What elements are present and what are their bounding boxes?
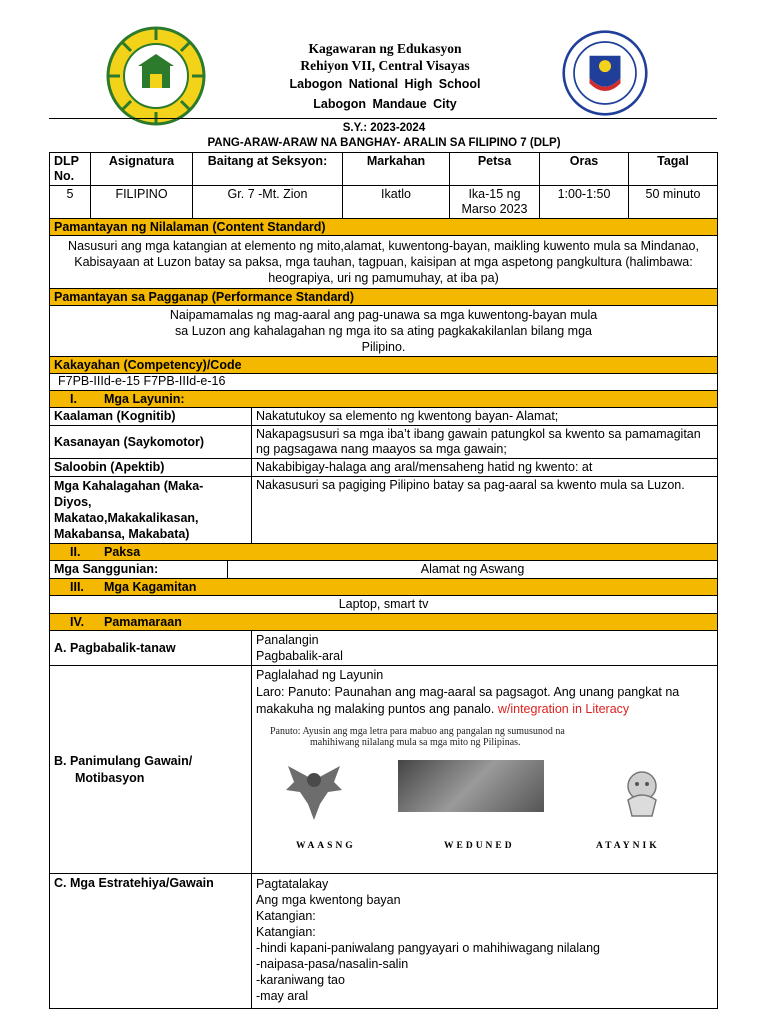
topic-label: Paksa [104,545,141,559]
region-name: Rehiyon VII, Central Visayas [300,58,470,73]
department-name: Kagawaran ng Edukasyon [308,41,462,56]
procedure-b-line2-wrap [256,684,713,718]
procedure-b-line2: Laro: Panuto: Paunahan ang mag-aaral sa pagsagot. Ang unang pangkat na makakuha ng malaking puntos ang panalo. [256,685,680,716]
procedure-c-line-4: Katangian: [256,925,316,939]
school-year: S.Y.: 2023-2024 [342,122,426,134]
procedure-b-label2: Motibasyon [75,770,145,785]
content-standard-label: Pamantayan ng Nilalaman (Content Standard) [50,219,718,236]
value-tagal: 50 minuto [629,186,718,220]
value-asignatura: FILIPINO [91,186,193,220]
performance-standard-cell [50,306,718,357]
creature-photo-icon [398,760,544,812]
header-asignatura: Asignatura [91,153,193,186]
procedure-a-line2: Pagbabalik-aral [256,649,343,663]
header-text-block [240,40,530,114]
header-dlp-no: DLP No. [50,153,91,186]
puzzle-word-1: WAASNG [296,841,356,851]
procedure-b-line1: Paglalahad ng Layunin [256,668,384,682]
objective-row-saykomotor [50,426,718,459]
puzzle-word-2: WEDUNED [444,841,515,851]
procedure-c-content [252,874,718,1009]
literacy-integration-note: w/integration in Literacy [497,702,630,716]
value-oras: 1:00-1:50 [540,186,629,220]
procedure-b-row [50,666,718,874]
objective-label-saykomotor: Kasanayan (Saykomotor) [50,426,252,459]
procedure-band [50,614,718,631]
winged-creature-icon [284,760,344,824]
puzzle-word-3: ATAYNIK [596,841,660,851]
materials-row [50,596,718,614]
competency-label: Kakayahan (Competency)/Code [50,357,718,374]
competency-row [50,374,718,391]
content-standard-band [50,219,718,236]
small-creature-icon [616,766,666,820]
puzzle-instruction-line1: Panuto: Ayusin ang mga letra para mabuo ang pangalan ng sumusunod na [270,726,565,737]
puzzle-activity [256,726,713,854]
procedure-a-label: A. Pagbabalik-tanaw [50,631,252,666]
procedure-label: Pamamaraan [104,615,182,629]
objectives-band [50,391,718,408]
document-title: PANG-ARAW-ARAW NA BANGHAY- ARALIN SA FILIPINO 7 (DLP) [207,137,561,149]
topic-reference-row [50,561,718,579]
procedure-a-content [252,631,718,666]
competency-band [50,357,718,374]
value-markahan: Ikatlo [343,186,450,220]
materials-band [50,579,718,596]
performance-standard-line2: sa Luzon ang kahalagahan ng mga ito sa ating pagkakakilanlan bilang mga [175,324,592,338]
performance-standard-line1: Naipamamalas ng mag-aaral ang pag-unawa sa mga kuwentong-bayan mula [169,308,598,322]
lesson-plan-table [49,218,718,1009]
topic-heading [50,544,718,561]
procedure-c-row [50,874,718,1009]
objective-value-apektib: Nakabibigay-halaga ang aral/mensaheng hatid ng kwento: at [252,459,718,477]
objective-label-kahalagahan: Mga Kahalagahan (Maka-Diyos, Makatao,Makakalikasan, Makabansa, Makabata) [50,477,252,544]
performance-standard-line3: Pilipino. [361,340,406,354]
content-standard-row [50,236,718,289]
objective-value-saykomotor: Nakapagsusuri sa mga iba’t ibang gawain patungkol sa kwento sa pamamagitan ng pagsagawa nang maayos sa mga gawain; [252,426,718,459]
procedure-c-line-6: -naipasa-pasa/nasalin-salin [256,957,409,971]
objective-label-apektib: Saloobin (Apektib) [50,459,252,477]
objective-row-apektib [50,459,718,477]
objectives-label: Mga Layunin: [104,392,185,406]
materials-value: Laptop, smart tv [50,596,718,614]
value-petsa: Ika-15 ng Marso 2023 [450,186,540,220]
info-value-row [50,186,718,220]
procedure-c-line-3: Katangian: [256,909,316,923]
header-tagal: Tagal [629,153,718,186]
topic-num: II. [70,545,81,559]
performance-standard-label: Pamantayan sa Pagganap (Performance Standard) [50,289,718,306]
procedure-b-label [50,666,252,874]
materials-heading [50,579,718,596]
header-divider [49,118,717,119]
school-seal-icon [106,26,206,126]
procedure-a-line1: Panalangin [256,633,319,647]
topic-reference-value: Alamat ng Aswang [228,561,718,579]
materials-label: Mga Kagamitan [104,580,197,594]
value-baitang: Gr. 7 -Mt. Zion [193,186,343,220]
procedure-c-line-8: -may aral [256,989,309,1003]
school-location: Labogon Mandaue City [313,97,457,111]
objective-value-kahalagahan: Nakasusuri sa pagiging Pilipino batay sa pag-aaral sa kwento mula sa Luzon. [252,477,718,544]
objectives-num: I. [70,392,77,406]
procedure-b-content [252,666,718,874]
procedure-c-line-1: Pagtatalakay [256,877,329,891]
topic-reference-label: Mga Sanggunian: [50,561,228,579]
puzzle-instruction-line2: mahihiwang nilalang mula sa mga mito ng Pilipinas. [310,737,521,748]
content-standard-text: Nasusuri ang mga katangian at elemento ng mito,alamat, kuwentong-bayan, maikling kuwento mula sa Mindanao, Kabisayaan at Luzon batay sa paksa, mga tauhan, tagpuan, kaisipan at mga aspetong pangkultura (halimbawa: heograpiya, uri ng pamumuhay, at iba pa) [50,236,718,289]
procedure-c-label: C. Mga Estratehiya/Gawain [50,874,252,1009]
objective-label-kognitib: Kaalaman (Kognitib) [50,408,252,426]
value-dlp-no: 5 [50,186,91,220]
objective-row-kahalagahan [50,477,718,544]
header-baitang: Baitang at Seksyon: [193,153,343,186]
objective-row-kognitib [50,408,718,426]
header-markahan: Markahan [343,153,450,186]
performance-standard-row [50,306,718,357]
header-petsa: Petsa [450,153,540,186]
objective-value-kognitib: Nakatutukoy sa elemento ng kwentong bayan- Alamat; [252,408,718,426]
info-table [49,152,718,220]
procedure-c-line-2: Ang mga kwentong bayan [256,893,401,907]
competency-codes: F7PB-IIId-e-15 F7PB-IIId-e-16 [50,374,718,391]
performance-standard-band [50,289,718,306]
school-name: Labogon National High School [289,77,481,91]
procedure-b-label1: B. Panimulang Gawain/ [54,753,193,768]
header-oras: Oras [540,153,629,186]
document-header [0,0,768,120]
deped-seal-icon [562,30,648,116]
objectives-heading [50,391,718,408]
materials-num: III. [70,580,84,594]
procedure-num: IV. [70,615,85,629]
puzzle-instruction [270,726,690,748]
procedure-c-line-5: -hindi kapani-paniwalang pangyayari o mahihiwagang nilalang [256,941,600,955]
topic-band [50,544,718,561]
procedure-heading [50,614,718,631]
info-header-row [50,153,718,186]
procedure-c-line-7: -karaniwang tao [256,973,345,987]
procedure-a-row [50,631,718,666]
